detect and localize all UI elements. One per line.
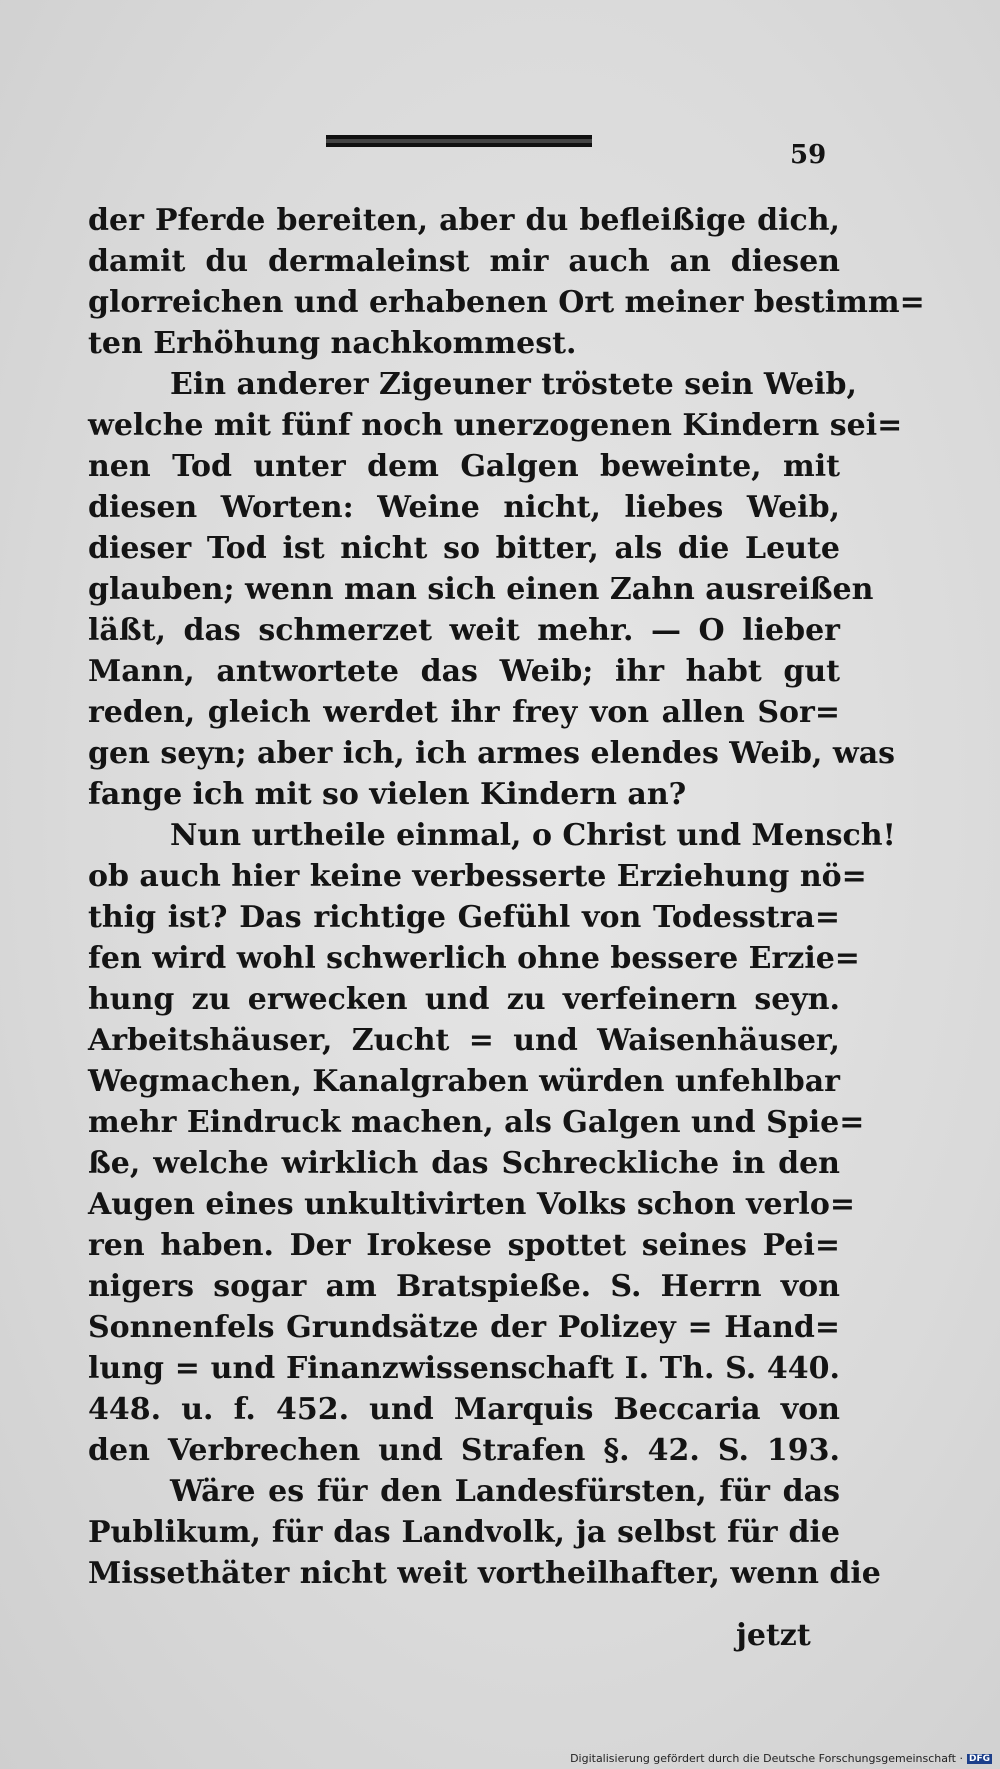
text-line: ren haben. Der Irokese spottet seines Pei= <box>88 1228 840 1263</box>
text-line: der Pferde bereiten, aber du befleißige dich, <box>88 203 840 238</box>
text-line: glorreichen und erhabenen Ort meiner bestimm= <box>88 285 925 320</box>
text-line: nigers sogar am Bratspieße. S. Herrn von <box>88 1269 840 1304</box>
text-line: fen wird wohl schwerlich ohne bessere Erzie= <box>88 941 860 976</box>
text-line: Ein anderer Zigeuner tröstete sein Weib, <box>170 367 857 402</box>
text-line: lung = und Finanzwissenschaft I. Th. S. 440. <box>88 1351 840 1386</box>
text-line: Wegmachen, Kanalgraben würden unfehlbar <box>88 1064 840 1099</box>
header-rule <box>326 135 592 147</box>
text-line: Missethäter nicht weit vortheilhafter, wenn die <box>88 1556 881 1591</box>
text-line: Augen eines unkultivirten Volks schon verlo= <box>88 1187 855 1222</box>
dfg-logo-icon: DFG <box>968 1754 990 1764</box>
text-line: ob auch hier keine verbesserte Erziehung nö= <box>88 859 867 894</box>
text-line: ße, welche wirklich das Schreckliche in den <box>88 1146 840 1181</box>
text-line: dieser Tod ist nicht so bitter, als die Leute <box>88 531 840 566</box>
text-line: mehr Eindruck machen, als Galgen und Spie= <box>88 1105 865 1140</box>
text-line: glauben; wenn man sich einen Zahn ausreißen <box>88 572 874 607</box>
page-number: 59 <box>790 140 827 170</box>
text-line: Arbeitshäuser, Zucht = und Waisenhäuser, <box>88 1023 840 1058</box>
catchword: jetzt <box>736 1618 811 1653</box>
text-line: Nun urtheile einmal, o Christ und Mensch! <box>170 818 896 853</box>
text-line: läßt, das schmerzet weit mehr. — O lieber <box>88 613 840 648</box>
text-line: Sonnenfels Grundsätze der Polizey = Hand= <box>88 1310 840 1345</box>
digitization-footer <box>570 1752 992 1765</box>
text-line: fange ich mit so vielen Kindern an? <box>88 777 687 812</box>
text-line: Publikum, für das Landvolk, ja selbst für die <box>88 1515 840 1550</box>
text-line: den Verbrechen und Strafen §. 42. S. 193. <box>88 1433 840 1468</box>
text-line: thig ist? Das richtige Gefühl von Todesstra= <box>88 900 840 935</box>
text-line: 448. u. f. 452. und Marquis Beccaria von <box>88 1392 840 1427</box>
text-line: gen seyn; aber ich, ich armes elendes Weib, was <box>88 736 896 771</box>
text-line: Wäre es für den Landesfürsten, für das <box>170 1474 840 1509</box>
text-line: diesen Worten: Weine nicht, liebes Weib, <box>88 490 840 525</box>
body-text <box>88 200 925 1594</box>
text-line: reden, gleich werdet ihr frey von allen Sor= <box>88 695 840 730</box>
text-line: hung zu erwecken und zu verfeinern seyn. <box>88 982 840 1017</box>
text-line: Mann, antwortete das Weib; ihr habt gut <box>88 654 840 689</box>
text-line: ten Erhöhung nachkommest. <box>88 326 577 361</box>
text-line: welche mit fünf noch unerzogenen Kindern sei= <box>88 408 903 443</box>
text-line: damit du dermaleinst mir auch an diesen <box>88 244 840 279</box>
text-line: nen Tod unter dem Galgen beweinte, mit <box>88 449 840 484</box>
footer-text: Digitalisierung gefördert durch die Deutsche Forschungsgemeinschaft · <box>570 1752 963 1765</box>
